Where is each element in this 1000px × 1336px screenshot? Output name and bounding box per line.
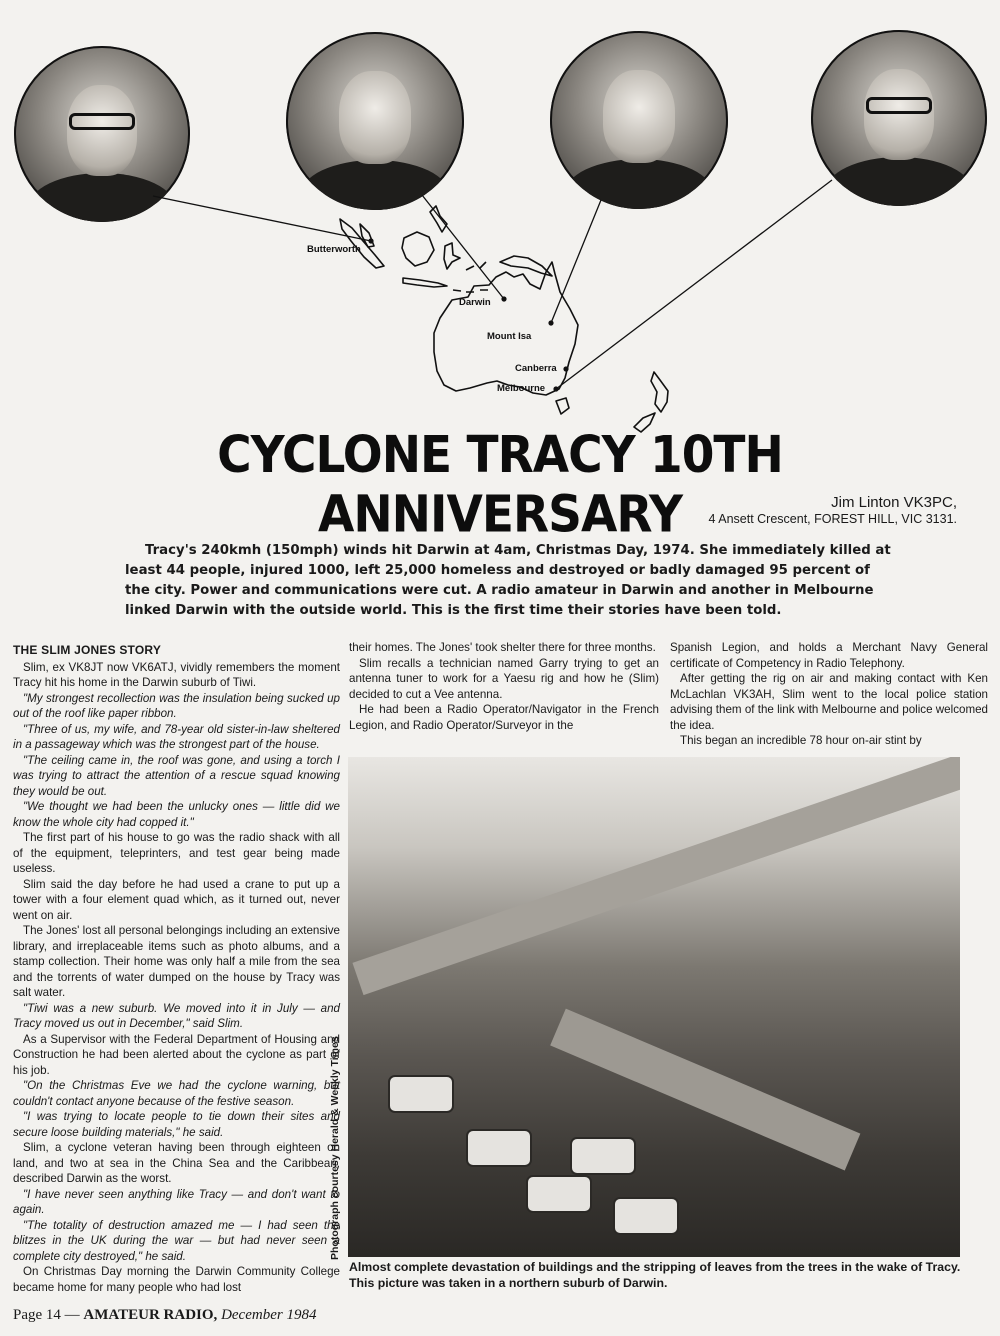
map-label-canberra: Canberra (515, 363, 557, 374)
java-outline (403, 278, 447, 287)
malaya-outline (360, 224, 374, 247)
sulawesi-outline (444, 243, 460, 269)
photo-car (570, 1137, 636, 1175)
footer-magazine: AMATEUR RADIO, (83, 1307, 218, 1323)
paragraph: The Jones' lost all personal belongings including an extensive library, and irreplaceable items such as photo albums, and a stamp collection. Their home was only half a mile from the sea and the torrents of water dumped on the house by Tracy was salt water. (13, 924, 340, 999)
paragraph: Slim said the day before he had used a crane to put up a tower with a four element quad which, as it turned out, never went on air. (13, 877, 340, 922)
australia-outline (434, 262, 578, 395)
intro-paragraph: Tracy's 240kmh (150mph) winds hit Darwin at 4am, Christmas Day, 1974. She immediately killed at least 44 people, injured 1000, left 25,000 homeless and destroyed or badly damaged 95 percent of the city. Power and communications were cut. A radio amateur in Darwin and another in Melbourne linked Darwin with the outside world. This is the first time their stories have been told. (125, 543, 891, 618)
photo-credit: Photograph courtesy Herald & Weekly Times (329, 1036, 341, 1260)
connector-line-4 (556, 180, 832, 389)
quote-paragraph: "We thought we had been the unlucky ones — little did we know the whole city had copped it." (13, 800, 340, 829)
canberra-dot (563, 366, 568, 371)
quote-paragraph: "I have never seen anything like Tracy — and don't want to again. (13, 1187, 340, 1216)
quote-paragraph: "My strongest recollection was the insulation being sucked up out of the roof like paper ribbon. (13, 691, 340, 720)
islands-outline (453, 262, 488, 292)
quote-paragraph: "Three of us, my wife, and 78-year old sister-in-law sheltered in a passageway which was the strongest part of the house. (13, 722, 340, 751)
map-label-darwin: Darwin (459, 297, 491, 308)
byline-address: 4 Ansett Crescent, FOREST HILL, VIC 3131. (708, 512, 957, 526)
paragraph: As a Supervisor with the Federal Department of Housing and Construction he had been alerted about the cyclone as part of his job. (13, 1032, 340, 1077)
connector-line-3 (551, 200, 601, 323)
quote-paragraph: "The ceiling came in, the roof was gone, and using a torch I was trying to attract the attention of a rescue squad knowing they would be out. (13, 753, 340, 798)
page-footer (13, 1307, 316, 1324)
connector-line-1 (153, 196, 371, 241)
article-column-3 (670, 640, 988, 749)
article-column-2 (349, 640, 659, 733)
paragraph: This began an incredible 78 hour on-air stint by (680, 734, 922, 747)
paragraph: After getting the rig on air and making contact with Ken McLachlan VK3AH, Slim went to the local police station advising them of the link with Melbourne and police welcomed the idea. (670, 672, 988, 732)
photo-road (352, 757, 960, 995)
section-heading: THE SLIM JONES STORY (13, 643, 162, 657)
connector-lines (153, 180, 832, 389)
map-outline (340, 206, 668, 432)
map-label-butterworth: Butterworth (307, 244, 361, 255)
photo-car (466, 1129, 532, 1167)
article-column-1 (13, 643, 340, 1295)
devastation-photo (348, 757, 960, 1257)
australia-map (0, 0, 1000, 440)
headline: CYCLONE TRACY 10TH ANNIVERSARY (217, 425, 783, 545)
paragraph: On Christmas Day morning the Darwin Community College became home for many people who had lost (13, 1265, 340, 1294)
map-label-mount-isa: Mount Isa (487, 331, 532, 342)
paragraph: He had been a Radio Operator/Navigator in the French Legion, and Radio Operator/Surveyor in the (349, 703, 659, 732)
connector-line-2 (422, 195, 504, 299)
paragraph: Slim, a cyclone veteran having been through eighteen on land, and two at sea in the China Sea and the Caribbean, described Darwin as the worst. (13, 1141, 340, 1185)
tasmania-outline (556, 398, 569, 414)
quote-paragraph: "The totality of destruction amazed me — I had seen the blitzes in the UK during the war — but had never seen a complete city destroyed," he said. (13, 1218, 340, 1263)
new-zealand-north (651, 372, 668, 412)
borneo-outline (402, 232, 434, 266)
paragraph: Slim, ex VK8JT now VK6ATJ, vividly remembers the moment Tracy hit his home in the Darwin suburb of Tiwi. (13, 660, 340, 689)
quote-paragraph: "On the Christmas Eve we had the cyclone warning, but couldn't contact anyone because of the festive season. (13, 1079, 340, 1108)
byline (709, 494, 958, 526)
footer-page: Page 14 — (13, 1307, 80, 1323)
philippines-outline (430, 206, 447, 232)
photo-caption: Almost complete devastation of buildings and the stripping of leaves from the trees in the wake of Tracy. This picture was taken in a northern suburb of Darwin. (349, 1260, 961, 1290)
paragraph: Slim recalls a technician named Garry trying to get an antenna tuner to work for a Yaesu rig and how he (Slim) decided to cut a Vee antenna. (349, 656, 659, 701)
map-label-melbourne: Melbourne (497, 383, 546, 394)
paragraph: their homes. The Jones' took shelter there for three months. (349, 641, 656, 654)
quote-paragraph: "Tiwi was a new suburb. We moved into it in July — and Tracy moved us out in December," said Slim. (13, 1001, 340, 1030)
footer-date: December 1984 (221, 1307, 317, 1323)
byline-author: Jim Linton VK3PC, (831, 494, 957, 511)
photo-car (613, 1197, 679, 1235)
photo-car (388, 1075, 454, 1113)
paragraph: Spanish Legion, and holds a Merchant Navy General certificate of Competency in Radio Telephony. (670, 641, 988, 670)
quote-paragraph: "I was trying to locate people to tie down their sites and secure loose building materials," he said. (13, 1110, 340, 1139)
photo-car (526, 1175, 592, 1213)
paragraph: The first part of his house to go was the radio shack with all of the equipment, teleprinters, and test gear being made useless. (13, 831, 340, 875)
